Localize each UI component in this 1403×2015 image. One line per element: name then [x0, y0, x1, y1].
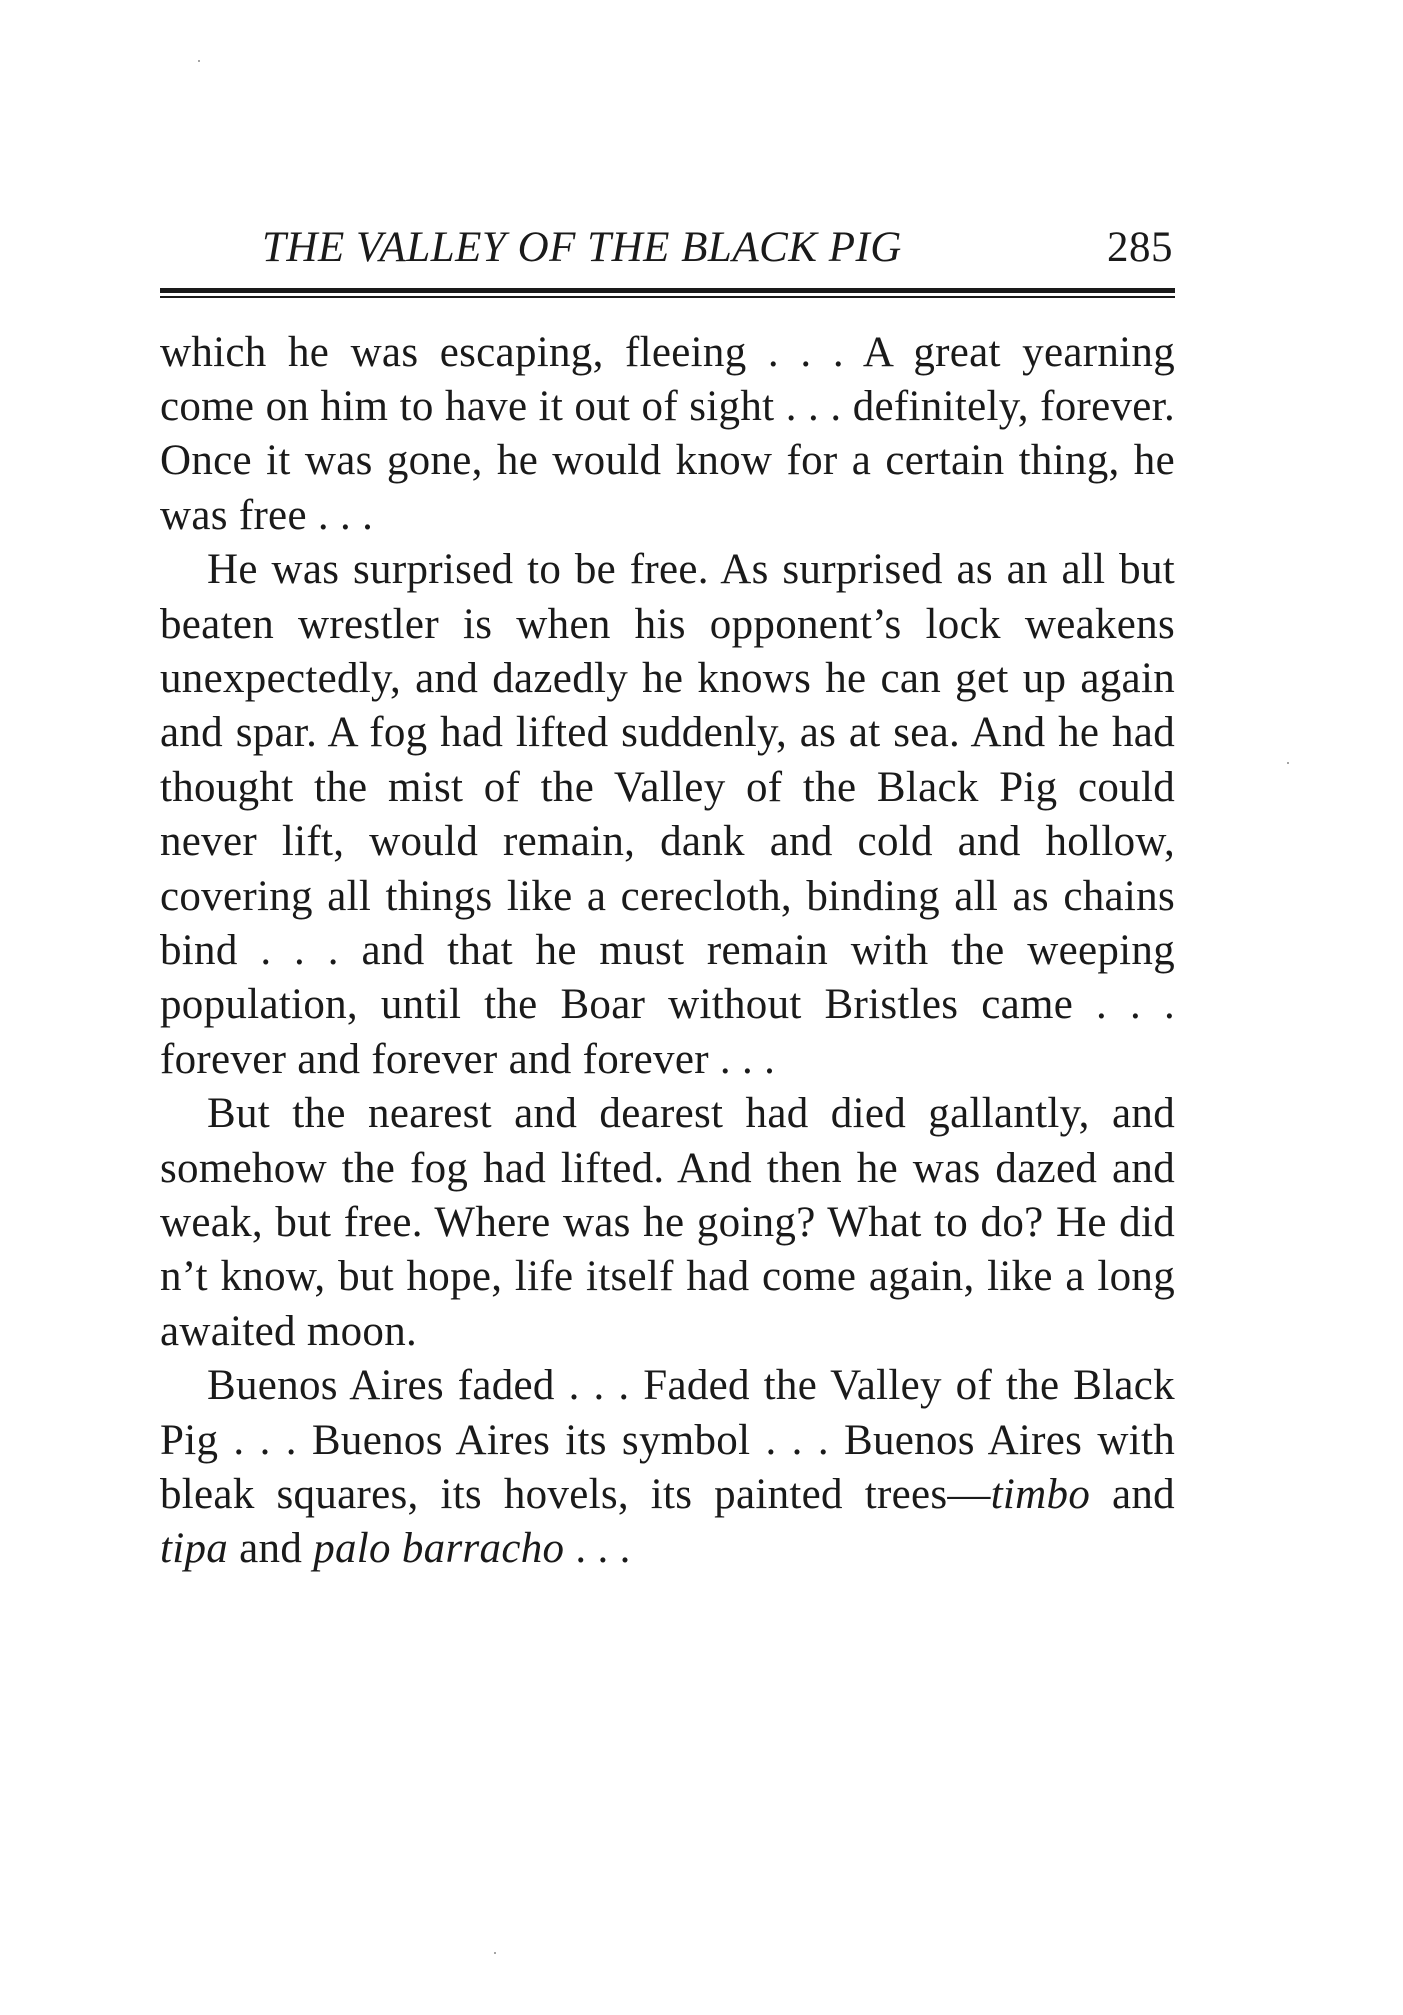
italic-term-timbo: timbo — [990, 1471, 1091, 1519]
italic-term-palo-barracho: palo barracho — [313, 1525, 565, 1573]
paragraph-1-text: which he was escaping, fleeing . . . A great yearning come on him to have it out of sight . . . definitely, forever. Once it was gone, he would know for a certain thing, he was free . . . — [160, 328, 1175, 539]
running-title: THE VALLEY OF THE BLACK PIG — [262, 224, 902, 271]
paper-speck — [198, 60, 200, 62]
paper-speck — [494, 1952, 496, 1954]
paragraph-1 — [160, 326, 1175, 544]
paragraph-4-text: Buenos Aires faded . . . Faded the Valley of the Black Pig . . . Buenos Aires its symbol . . . Buenos Aires with bleak squares, its hovels, its painted trees— — [160, 1362, 1175, 1519]
paragraph-2-text: He was surprised to be free. As surprised as an all but beaten wrestler is when his opponent’s lock weakens unexpectedly, and dazedly he knows he can get up again and spar. A fog had lifted suddenly, as at sea. And he had thought the mist of the Valley of the Black Pig could never lift, would remain, dank and cold and hollow, covering all things like a cerecloth, binding all as chains bind . . . and that he must remain with the weeping population, until the Boar without Bristles came . . . forever and forever and forever . . . — [160, 546, 1175, 1083]
paragraph-4-ending: . . . — [564, 1525, 631, 1573]
paragraph-2 — [160, 543, 1175, 1087]
paragraph-3-text: But the nearest and dearest had died gallantly, and somehow the fog had lifted. And then he was dazed and weak, but free. Where was he going? What to do? He did n’t know, but hope, life itself had come again, like a long awaited moon. — [160, 1090, 1175, 1355]
header-rule-thick — [160, 288, 1175, 293]
running-head — [160, 222, 1175, 274]
header-rule-thin — [160, 296, 1175, 298]
paragraph-4-connector-1: and — [1090, 1471, 1175, 1519]
paragraph-4-connector-2: and — [228, 1525, 314, 1573]
paper-speck — [1287, 762, 1289, 764]
page-number: 285 — [1107, 224, 1173, 271]
page-content — [160, 222, 1175, 1577]
paragraph-4 — [160, 1359, 1175, 1577]
italic-term-tipa: tipa — [160, 1525, 229, 1573]
paragraph-3 — [160, 1087, 1175, 1359]
body-text — [160, 326, 1175, 1577]
